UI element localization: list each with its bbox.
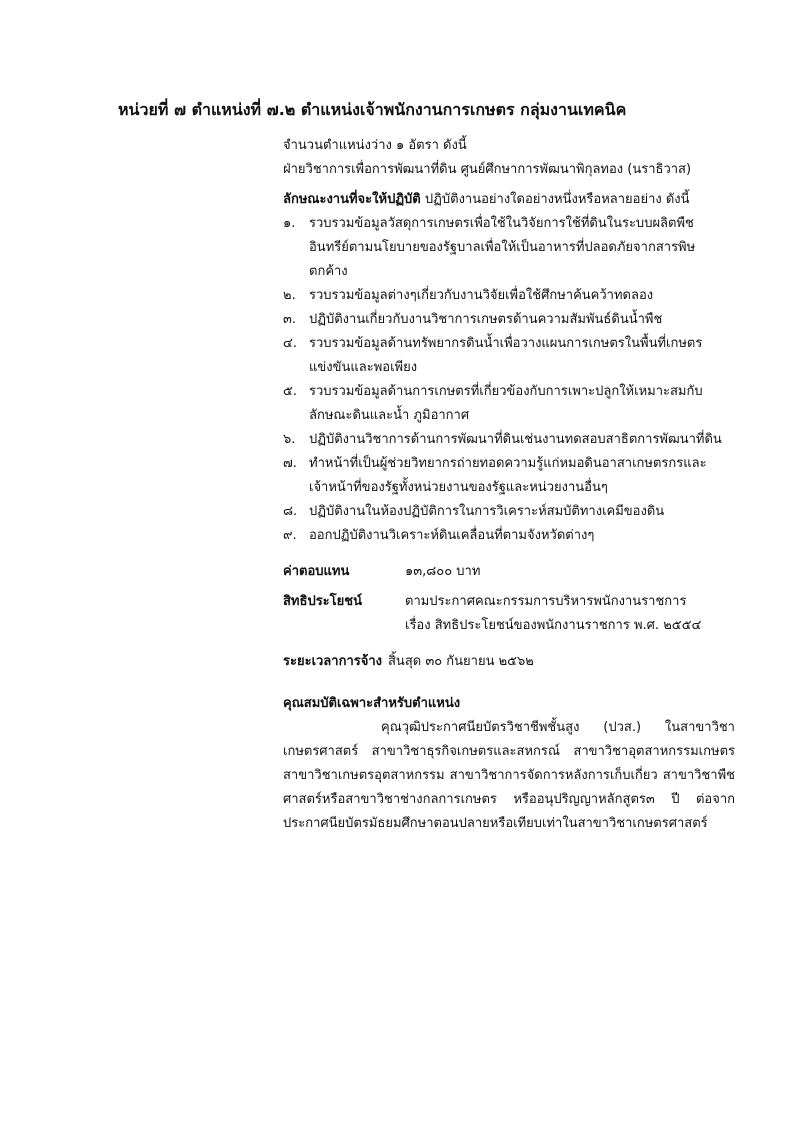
duty-list [283, 212, 735, 548]
benefits-value [405, 590, 735, 638]
duty-number: ๔. [283, 336, 297, 351]
duty-item [283, 212, 735, 284]
benefits-row [283, 590, 735, 638]
duty-item [283, 380, 735, 428]
duty-text-line: ลักษณะดินและน้ำ ภูมิอากาศ [309, 408, 470, 423]
department-line: ฝ่ายวิชาการเพื่อการพัฒนาที่ดิน ศูนย์ศึกษาการพัฒนาพิกุลทอง (นราธิวาส) [283, 162, 692, 177]
duty-text [309, 524, 735, 548]
duty-text-line: ปฏิบัติงานวิชาการด้านการพัฒนาที่ดินเช่นงานทดสอบสาธิตการพัฒนาที่ดิน [309, 432, 722, 447]
duty-text [309, 284, 735, 308]
compensation-value: ๑๓,๘๐๐ บาท [405, 564, 481, 579]
page-title: หน่วยที่ ๗ ตำแหน่งที่ ๗.๒ ตำแหน่งเจ้าพนักงานการเกษตร กลุ่มงานเทคนิค [118, 100, 627, 119]
duty-item [283, 308, 735, 332]
vacancy-line: จำนวนตำแหน่งว่าง ๑ อัตรา ดังนี้ [283, 138, 467, 153]
duty-number: ๑. [283, 216, 296, 231]
employment-period-label: ระยะเวลาการจ้าง [283, 654, 382, 669]
duty-text-line: อินทรีย์ตามนโยบายของรัฐบาลเพื่อให้เป็นอาหารที่ปลอดภัยจากสารพิษ [309, 240, 696, 255]
duty-text-line: ปฏิบัติงานในห้องปฏิบัติการในการวิเคราะห์สมบัติทางเคมีของดิน [309, 504, 665, 519]
duty-item [283, 452, 735, 500]
employment-period-row [283, 650, 735, 674]
qualifications-heading: คุณสมบัติเฉพาะสำหรับตำแหน่ง [283, 696, 461, 711]
duty-text-line: ตกค้าง [309, 264, 348, 279]
duty-number: ๓. [283, 312, 297, 327]
document-body [283, 134, 735, 836]
benefits-label: สิทธิประโยชน์ [283, 594, 362, 609]
duties-heading-label: ลักษณะงานที่จะให้ปฏิบัติ [283, 192, 421, 207]
duty-item [283, 332, 735, 380]
duty-text-line: ทำหน้าที่เป็นผู้ช่วยวิทยากรถ่ายทอดความรู้แก่หมอดินอาสาเกษตรกรและ [309, 456, 707, 471]
duty-text-line: เจ้าหน้าที่ของรัฐทั้งหน่วยงานของรัฐและหน่วยงานอื่นๆ [309, 480, 608, 495]
duty-text-line: รวบรวมข้อมูลต่างๆเกี่ยวกับงานวิจัยเพื่อใช้ศึกษาค้นคว้าทดลอง [309, 288, 654, 303]
duty-text-line: รวบรวมข้อมูลด้านการเกษตรที่เกี่ยวข้องกับการเพาะปลูกให้เหมาะสมกับ [309, 384, 703, 399]
duty-text [309, 332, 735, 380]
duty-item [283, 500, 735, 524]
qualifications-text: คุณวุฒิประกาศนียบัตรวิชาชีพชั้นสูง (ปวส.) ในสาขาวิชาเกษตรศาสตร์ สาขาวิชาธุรกิจเกษตรและสหกรณ์ สาขาวิชาอุตสาหกรรมเกษตร สาขาวิชาเกษตรอุตสาหกรรม สาขาวิชาการจัดการหลังการเก็บเกี่ยว สาขาวิชาพืชศาสตร์หรือสาขาวิชาช่างกลการเกษตร หรืออนุปริญญาหลักสูตร๓ ปี ต่อจากประกาศนียบัตรมัธยมศึกษาตอนปลายหรือเทียบเท่าในสาขาวิชาเกษตรศาสตร์ [283, 720, 735, 831]
duty-number: ๒. [283, 288, 296, 303]
duty-text-line: แข่งขันและพอเพียง [309, 360, 418, 375]
duty-text [309, 500, 735, 524]
duty-text-line: รวบรวมข้อมูลวัสดุการเกษตรเพื่อใช้ในวิจัยการใช้ที่ดินในระบบผลิตพืช [309, 216, 694, 231]
duty-number: ๘. [283, 504, 298, 519]
employment-period-value: สิ้นสุด ๓๐ กันยายน ๒๕๖๒ [388, 654, 534, 669]
duty-number: ๗. [283, 456, 297, 471]
duty-text-line: ปฏิบัติงานเกี่ยวกับงานวิชาการเกษตรด้านความสัมพันธ์ดินน้ำพืช [309, 312, 663, 327]
duty-number: ๙. [283, 528, 297, 543]
duty-text [309, 428, 735, 452]
duty-text [309, 380, 735, 428]
duty-text [309, 308, 735, 332]
compensation-label: ค่าตอบแทน [283, 564, 350, 579]
duty-item [283, 428, 735, 452]
duty-text [309, 212, 735, 284]
duty-item [283, 524, 735, 548]
benefits-line-1: ตามประกาศคณะกรรมการบริหารพนักงานราชการ [405, 594, 687, 609]
duty-text-line: รวบรวมข้อมูลด้านทรัพยากรดินน้ำเพื่อวางแผนการเกษตรในพื้นที่เกษตร [309, 336, 703, 351]
duty-number: ๖. [283, 432, 296, 447]
benefits-line-2: เรื่อง สิทธิประโยชน์ของพนักงานราชการ พ.ศ. ๒๕๕๔ [405, 618, 702, 633]
duties-heading [283, 188, 735, 212]
duty-number: ๕. [283, 384, 297, 399]
duty-text-line: ออกปฏิบัติงานวิเคราะห์ดินเคลื่อนที่ตามจังหวัดต่างๆ [309, 528, 595, 543]
duty-item [283, 284, 735, 308]
duties-heading-text: ปฏิบัติงานอย่างใดอย่างหนึ่งหรือหลายอย่าง ดังนี้ [424, 192, 690, 207]
duty-text [309, 452, 735, 500]
compensation-row [283, 560, 735, 584]
